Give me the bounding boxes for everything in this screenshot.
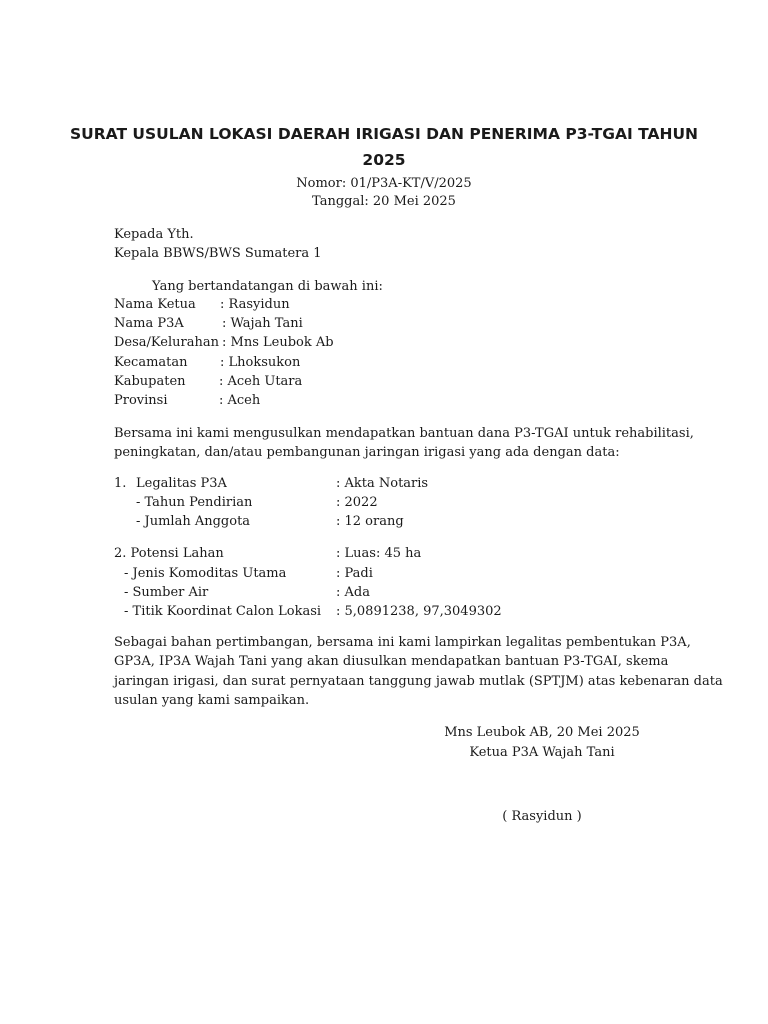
identity-label: Kecamatan — [114, 355, 188, 370]
identity-value: : Rasyidun — [220, 297, 290, 312]
section-heading-value: : Luas: 45 ha — [336, 546, 422, 561]
section-item-value: : 12 orang — [336, 514, 404, 529]
paragraph-proposal-line: Bersama ini kami mengusulkan mendapatkan bantuan dana P3-TGAI untuk rehabilitasi, — [114, 426, 694, 441]
section-item-value: : Ada — [336, 585, 370, 600]
identity-value: : Wajah Tani — [222, 316, 303, 331]
paragraph-proposal-line: peningkatan, dan/atau pembangunan jaringan irigasi yang ada dengan data: — [114, 445, 620, 460]
section-item-label: - Tahun Pendirian — [136, 495, 253, 510]
paragraph-attachment-line: Sebagai bahan pertimbangan, bersama ini kami lampirkan legalitas pembentukan P3A, — [114, 635, 691, 650]
recipient-name: Kepala BBWS/BWS Sumatera 1 — [114, 246, 322, 261]
section-item-label: - Jumlah Anggota — [136, 514, 251, 529]
identity-label: Nama P3A — [114, 316, 184, 331]
identity-label: Nama Ketua — [114, 297, 196, 312]
identity-label: Desa/Kelurahan — [114, 335, 219, 350]
paragraph-attachment-line: jaringan irigasi, dan surat pernyataan tanggung jawab mutlak (SPTJM) atas kebenaran data — [114, 674, 723, 689]
letter-date: Tanggal: 20 Mei 2025 — [312, 194, 456, 209]
identity-value: : Aceh — [219, 393, 261, 408]
section-heading: Legalitas P3A — [136, 476, 227, 491]
intro-text: Yang bertandatangan di bawah ini: — [152, 279, 383, 294]
paragraph-attachment-line: usulan yang kami sampaikan. — [114, 693, 310, 708]
signature-name: ( Rasyidun ) — [502, 809, 582, 824]
section-number: 1. — [114, 476, 127, 491]
document-title-line2: 2025 — [362, 151, 406, 169]
identity-value: : Mns Leubok Ab — [222, 335, 334, 350]
identity-value: : Aceh Utara — [219, 374, 303, 389]
letter-number: Nomor: 01/P3A-KT/V/2025 — [296, 176, 472, 191]
signature-position: Ketua P3A Wajah Tani — [469, 745, 615, 760]
recipient-salutation: Kepada Yth. — [114, 227, 194, 242]
signature-place-date: Mns Leubok AB, 20 Mei 2025 — [444, 725, 640, 740]
section-item-value: : 5,0891238, 97,3049302 — [336, 604, 502, 619]
section-heading-value: : Akta Notaris — [336, 476, 429, 491]
section-heading: 2. Potensi Lahan — [114, 546, 224, 561]
document-title-line1: SURAT USULAN LOKASI DAERAH IRIGASI DAN PENERIMA P3-TGAI TAHUN — [69, 125, 699, 143]
paragraph-attachment-line: GP3A, IP3A Wajah Tani yang akan diusulkan mendapatkan bantuan P3-TGAI, skema — [114, 654, 669, 669]
section-item-value: : Padi — [336, 566, 373, 581]
section-item-label: - Sumber Air — [124, 585, 209, 600]
section-item-label: - Jenis Komoditas Utama — [124, 566, 287, 581]
identity-value: : Lhoksukon — [220, 355, 301, 370]
section-item-label: - Titik Koordinat Calon Lokasi — [124, 604, 322, 619]
identity-label: Kabupaten — [114, 374, 186, 389]
identity-label: Provinsi — [114, 393, 168, 408]
section-item-value: : 2022 — [336, 495, 378, 510]
